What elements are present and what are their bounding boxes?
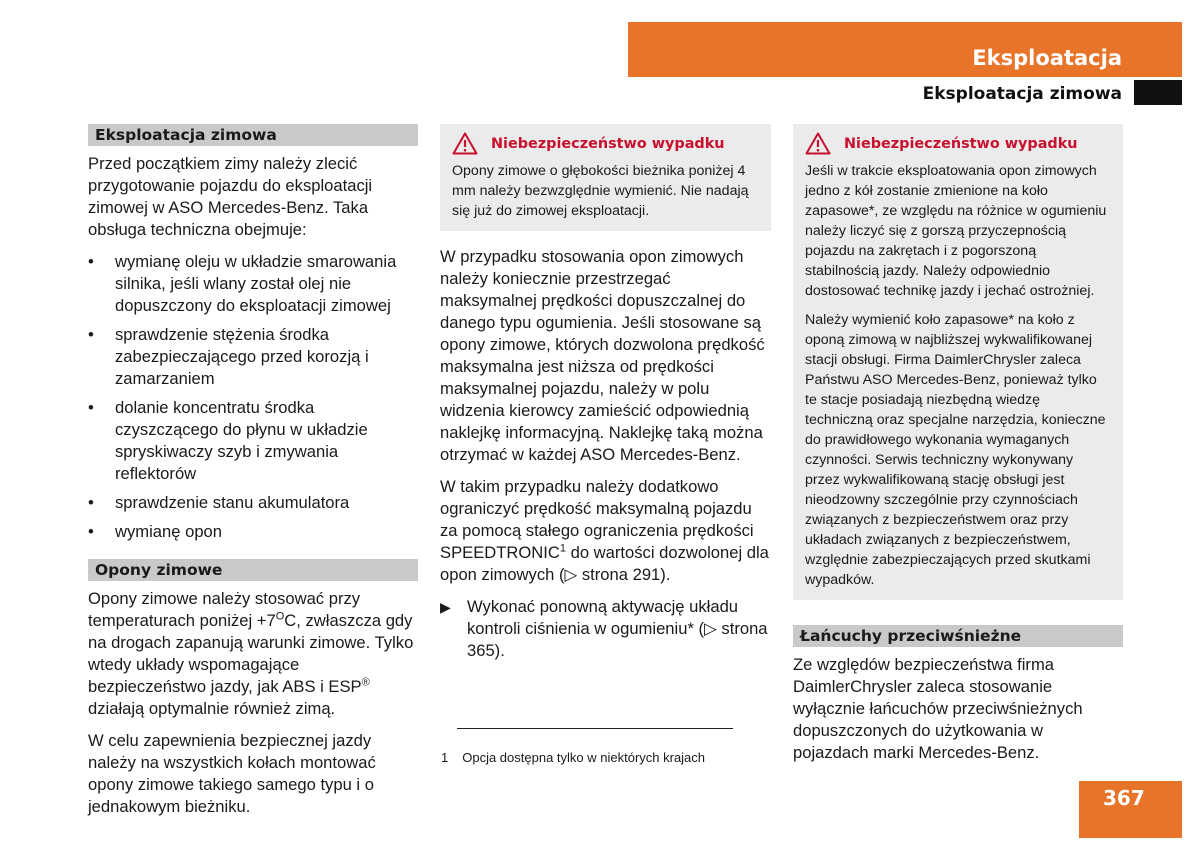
column-left bbox=[88, 124, 418, 828]
section-title-winter-use: Eksploatacja zimowa bbox=[88, 124, 418, 146]
list-item: • sprawdzenie stężenia środka zabezpieczającego przed korozją i zamarzaniem bbox=[88, 325, 369, 388]
list-item: • wymianę oleju w układzie smarowania silnika, jeśli wlany został olej nie dopuszczony do eksploatacji zimowej bbox=[88, 252, 397, 315]
warning-text: Opony zimowe o głębokości bieżnika poniżej 4 mm należy bezwzględnie wymienić. Nie nadają się już do zimowej eksploatacji. bbox=[452, 163, 749, 219]
action-step: ▶ Wykonać ponowną aktywację układu kontroli ciśnienia w ogumieniu* (▷ strona 365). bbox=[440, 597, 768, 660]
chapter-header bbox=[628, 22, 1182, 77]
section-header: Eksploatacja zimowa bbox=[922, 84, 1122, 104]
bullet-icon: • bbox=[88, 522, 94, 541]
arrow-right-icon: ▶ bbox=[440, 599, 451, 615]
warning-box bbox=[440, 124, 771, 231]
column-right bbox=[793, 124, 1123, 774]
snow-chains-paragraph: Ze względów bezpieczeństwa firma DaimlerChrysler zaleca stosowanie wyłącznie łańcuchów przeciwśnieżnych dopuszczonych do użytkowania w pojazdach marki Mercedes-Benz. bbox=[793, 655, 1083, 762]
warning-title: Niebezpieczeństwo wypadku bbox=[491, 135, 725, 152]
list-item: • sprawdzenie stanu akumulatora bbox=[88, 493, 350, 512]
warning-triangle-icon bbox=[805, 132, 831, 155]
footnote bbox=[441, 749, 705, 767]
speedtronic-paragraph: W takim przypadku należy dodatkowo ograniczyć prędkość maksymalną pojazdu za pomocą stałego ograniczenia prędkości SPEEDTRONIC$^1$ do wartości dozwolonej dla opon zimowych (▷ strona 291). bbox=[440, 477, 769, 584]
warning-box bbox=[793, 124, 1123, 600]
warning-text: Jeśli w trakcie eksploatowania opon zimowych jedno z kół zostanie zmienione na koło zapasowe*, ze względu na różnice w ogumieniu należy liczyć się z gorszą przyczepnością pojazdu na zakrętach i z pogorszoną stabilnością jazdy. Należy odpowiednio dostosować technikę jazdy i jechać ostrożniej. bbox=[805, 163, 1107, 299]
list-item: • wymianę opon bbox=[88, 522, 223, 541]
warning-text: Należy wymienić koło zapasowe* na koło z oponą zimową w najbliższej wykwalifikowanej stacji obsługi. Firma DaimlerChrysler zaleca Państwu ASO Mercedes-Benz, ponieważ tylko te stacje posiadają niezbędną wiedzę techniczną oraz specjalne narzędzia, konieczne do prawidłowego wykonania wymaganych czynności. Serwis techniczny wykonywany przez wykwalifikowaną stację obsługi jest nieodzowny szczególnie przy czynnościach związanych z bezpieczeństwem oraz przy układach związanych z bezpieczeństwem, względnie zabezpieczających przed skutkami wypadków. bbox=[805, 312, 1106, 588]
page-number: 367 bbox=[1079, 781, 1182, 838]
bullet-icon: • bbox=[88, 325, 94, 344]
intro-paragraph: Przed początkiem zimy należy zlecić przygotowanie pojazdu do eksploatacji zimowej w ASO Mercedes-Benz. Taka obsługa techniczna obejmuje: bbox=[88, 154, 373, 239]
footnote-ref: 1 bbox=[559, 542, 566, 555]
service-list bbox=[88, 251, 418, 543]
footnote-text: Opcja dostępna tylko w niektórych krajach bbox=[462, 750, 706, 765]
winter-tires-paragraph: Opony zimowe należy stosować przy temperaturach poniżej $+7^OC$, zwłaszcza gdy na drogach zapanują warunki zimowe. Tylko wtedy układy wspomagające bezpieczeństwo jazdy, jak ABS i ESP® działają optymalnie również zimą. bbox=[88, 589, 414, 718]
section-title-snow-chains: Łańcuchy przeciwśnieżne bbox=[793, 625, 1123, 647]
section-title-winter-tires: Opony zimowe bbox=[88, 559, 418, 581]
list-item: • dolanie koncentratu środka czyszczącego do płynu w układzie spryskiwaczy szyb i zmywania reflektorów bbox=[88, 398, 368, 483]
footnote-number: 1 bbox=[441, 750, 449, 765]
column-middle bbox=[440, 124, 771, 662]
footnote-divider bbox=[457, 728, 733, 729]
bullet-icon: • bbox=[88, 493, 94, 512]
header-marker bbox=[1134, 80, 1182, 105]
warning-triangle-icon bbox=[452, 132, 478, 155]
bullet-icon: • bbox=[88, 252, 94, 271]
tires-mounting-paragraph: W celu zapewnienia bezpiecznej jazdy należy na wszystkich kołach montować opony zimowe takiego samego typu i o jednakowym bieżniku. bbox=[88, 731, 376, 816]
bullet-icon: • bbox=[88, 398, 94, 417]
chapter-title: Eksploatacja bbox=[972, 46, 1122, 70]
warning-title: Niebezpieczeństwo wypadku bbox=[844, 135, 1078, 152]
speed-paragraph: W przypadku stosowania opon zimowych należy koniecznie przestrzegać maksymalnej prędkości dopuszczalnej do danego typu ogumienia. Jeśli stosowane są opony zimowe, których dozwolona prędkość maksymalna jest niższa od prędkości maksymalnej pojazdu, należy w polu widzenia kierowcy zamieścić odpowiednią naklejkę informacyjną. Naklejkę taką można otrzymać w każdej ASO Mercedes-Benz. bbox=[440, 247, 765, 464]
